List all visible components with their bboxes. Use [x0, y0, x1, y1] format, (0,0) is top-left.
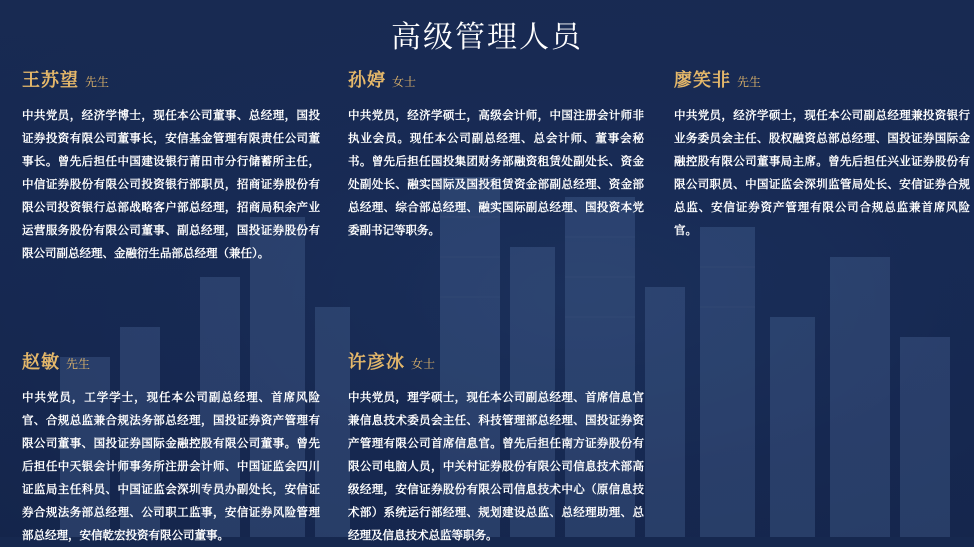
page-title: 高级管理人员 [391, 20, 583, 55]
executive-honorific: 女士 [411, 357, 436, 371]
executive-name-row [348, 66, 644, 92]
executive-bio: 中共党员，理学硕士，现任本公司副总经理、首席信息官兼信息技术委员会主任、科技管理部总经理、国投证券资产管理有限公司首席信息官。曾先后担任南方证券股份有限公司电脑人员，中关村证券股份有限公司信息技术部高级经理，安信证券股份有限公司信息技术中心（原信息技术部）系统运行部经理、规划建设总监、总经理助理、总经理及信息技术总监等职务。 [348, 390, 644, 542]
executive-honorific: 先生 [66, 357, 91, 371]
executive-honorific: 先生 [737, 75, 762, 89]
executive-name-row [22, 66, 320, 92]
executive-card [22, 348, 320, 547]
executive-card [348, 66, 644, 242]
executive-card [22, 66, 320, 265]
executive-bio: 中共党员，经济学硕士，现任本公司副总经理兼投资银行业务委员会主任、股权融资总部总经理、国投证券国际金融控股有限公司董事局主席。曾先后担任兴业证券股份有限公司职员、中国证监会深圳监管局处长、安信证券合规总监、安信证券资产管理有限公司合规总监兼首席风险官。 [674, 108, 970, 237]
executive-name-row [674, 66, 970, 92]
executive-bio: 中共党员，经济学硕士，高级会计师，中国注册会计师非执业会员。现任本公司副总经理、总会计师、董事会秘书。曾先后担任国投集团财务部融资租赁处副处长、资金处副处长、融实国际及国投租赁资金部副总经理、资金部总经理、综合部总经理、融实国际副总经理、国投资本党委副书记等职务。 [348, 108, 644, 237]
executive-card [674, 66, 970, 242]
executive-honorific: 先生 [85, 75, 110, 89]
executive-name: 王苏望 [22, 70, 79, 91]
executive-name-row [22, 348, 320, 374]
executive-bio: 中共党员，经济学博士，现任本公司董事、总经理，国投证券投资有限公司董事长，安信基金管理有限责任公司董事长。曾先后担任中国建设银行莆田市分行储蓄所主任，中信证券股份有限公司投资银行部职员，招商证券股份有限公司投资银行总部战略客户部总经理，招商局积余产业运营服务股份有限公司董事、副总经理，国投证券股份有限公司副总经理、金融衍生品部总经理（兼任）。 [22, 108, 320, 260]
executive-bio: 中共党员，工学学士，现任本公司副总经理、首席风险官、合规总监兼合规法务部总经理，国投证券资产管理有限公司董事、国投证券国际金融控股有限公司董事。曾先后担任中天银会计师事务所注册会计师、中国证监会四川证监局主任科员、中国证监会深圳专员办副处长，安信证券合规法务部总经理、公司职工监事，安信证券风险管理部总经理，安信乾宏投资有限公司董事。 [22, 390, 320, 542]
executive-name: 许彦冰 [348, 352, 405, 373]
executive-name: 廖笑非 [674, 70, 731, 91]
executive-name: 赵敏 [22, 352, 60, 373]
executive-card [348, 348, 644, 547]
executive-name: 孙婷 [348, 70, 386, 91]
executive-name-row [348, 348, 644, 374]
executive-honorific: 女士 [392, 75, 417, 89]
